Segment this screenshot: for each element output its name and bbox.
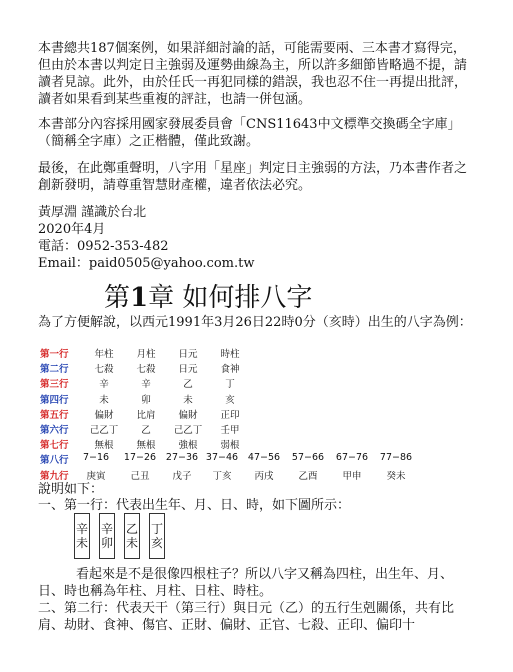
bazi-cell: 37−46: [205, 452, 239, 464]
bazi-cell: 47−56: [247, 452, 281, 464]
bazi-cell: 未: [183, 394, 193, 406]
chapter-number: 1: [130, 283, 149, 313]
bazi-cell: 日元: [178, 364, 198, 376]
bazi-cell: 無根: [136, 440, 156, 452]
intro-paragraph-3: 最後，在此鄭重聲明，八字用「星座」判定日主強弱的方法，乃本書作者之創新發明，請尊重智慧財產權，違者依法必究。: [38, 161, 468, 193]
bazi-cell: 卯: [141, 394, 151, 406]
bazi-cell: 乙酉: [298, 470, 318, 482]
bazi-cell: 癸未: [386, 470, 406, 482]
bazi-cell: 辛: [99, 379, 109, 391]
pillar-branch: 未: [75, 536, 88, 550]
bazi-cell: 月柱: [136, 349, 156, 360]
bazi-row-label: 第六行: [40, 425, 69, 436]
bazi-cell: 丁亥: [212, 470, 232, 482]
pillar-box: [124, 513, 140, 559]
bazi-cell: 甲申: [342, 470, 362, 482]
pillar-branch: 亥: [150, 536, 163, 550]
pillar-stem: 乙: [125, 522, 138, 536]
bazi-row-label: 第七行: [40, 440, 69, 452]
pillar-stem: 辛: [75, 522, 88, 536]
bazi-cell: 27−36: [165, 452, 199, 464]
bazi-cell: 17−26: [123, 452, 157, 464]
bazi-cell: 無根: [94, 440, 114, 452]
bazi-cell: 未: [99, 394, 109, 406]
intro-paragraph-1: 本書總共187個案例，如果詳細討論的話，可能需要兩、三本書才寫得完，但由於本書以判定日主強弱及運勢曲線為主，所以許多細節皆略過不提，請讀者見諒。此外，由於任氏一再犯同樣的錯誤，我也忍不住一再提出批評，讀者如果看到某些重複的評註，也請一併包涵。: [38, 41, 468, 107]
chapter-prefix: 第: [104, 283, 131, 313]
bazi-cell: 77−86: [379, 452, 413, 464]
bazi-cell: 七殺: [94, 364, 114, 376]
bazi-cell: 亥: [225, 394, 235, 406]
item-1-heading: 一、第一行：代表出生年、月、日、時，如下圖所示：: [38, 498, 351, 513]
bazi-cell: 日元: [178, 349, 198, 360]
contact-phone: 電話：0952-353-482: [38, 239, 169, 254]
bazi-cell: 七殺: [136, 364, 156, 376]
intro-paragraph-2: 本書部分內容採用國家發展委員會「CNS11643中文標準交換碼全字庫」（簡稱全字庫）之正楷體，僅此致謝。: [38, 117, 461, 149]
bazi-cell: 比肩: [136, 409, 156, 421]
pillar-stem: 丁: [150, 522, 163, 536]
bazi-cell: 戊子: [172, 470, 192, 482]
bazi-cell: 正印: [220, 409, 240, 421]
bazi-cell: 7−16: [82, 452, 110, 464]
bazi-cell: 己乙丁: [173, 425, 203, 436]
bazi-cell: 壬甲: [220, 425, 240, 436]
bazi-cell: 弱根: [220, 440, 240, 452]
bazi-row-label: 第五行: [40, 409, 69, 421]
bazi-cell: 乙: [183, 379, 193, 391]
pillar-stem: 辛: [100, 522, 113, 536]
bazi-cell: 庚寅: [86, 470, 106, 482]
item-2-text: 二、第二行：代表天干（第三行）與日元（乙）的五行生剋關係，共有比肩、劫財、食神、傷官、正財、偏財、正官、七殺、正印、偏印十: [38, 601, 455, 633]
bazi-row-label: 第四行: [40, 394, 69, 406]
bazi-cell: 強根: [178, 440, 198, 452]
pillar-box: [149, 513, 165, 559]
bazi-row-label: 第三行: [40, 379, 69, 391]
bazi-cell: 57−66: [291, 452, 325, 464]
bazi-cell: 己乙丁: [89, 425, 119, 436]
bazi-cell: 丙戌: [254, 470, 274, 482]
bazi-cell: 乙: [141, 425, 151, 436]
chapter-title: 章 如何排八字: [148, 283, 313, 313]
bazi-cell: 辛: [141, 379, 151, 391]
bazi-row-label: 第一行: [40, 349, 69, 360]
pillar-box: [74, 513, 90, 559]
explanation-heading: 說明如下：: [38, 482, 104, 497]
example-intro: 為了方便解說，以西元1991年3月26日22時0分（亥時）出生的八字為例：: [38, 315, 472, 330]
bazi-cell: 食神: [220, 364, 240, 376]
bazi-cell: 己丑: [130, 470, 150, 482]
bazi-cell: 年柱: [94, 349, 114, 360]
bazi-cell: 67−76: [335, 452, 369, 464]
pillar-branch: 卯: [100, 536, 113, 550]
pillar-box: [99, 513, 115, 559]
bazi-cell: 丁: [225, 379, 235, 391]
contact-email: Email：paid0505@yahoo.com.tw: [38, 256, 255, 271]
author-signature: 黃厚淵 謹識於台北: [38, 205, 147, 220]
bazi-cell: 時柱: [220, 349, 240, 360]
preface-date: 2020年4月: [38, 222, 106, 237]
bazi-cell: 偏財: [94, 409, 114, 421]
bazi-row-label: 第九行: [40, 470, 69, 482]
pillar-branch: 未: [125, 536, 138, 550]
bazi-row-label: 第八行: [40, 455, 69, 467]
chapter-heading: [104, 283, 312, 313]
item-1-text: 看起來是不是很像四根柱子？所以八字又稱為四柱，出生年、月、日、時也稱為年柱、月柱、日柱、時柱。: [38, 567, 454, 599]
bazi-row-label: 第二行: [40, 364, 69, 376]
bazi-cell: 偏財: [178, 409, 198, 421]
